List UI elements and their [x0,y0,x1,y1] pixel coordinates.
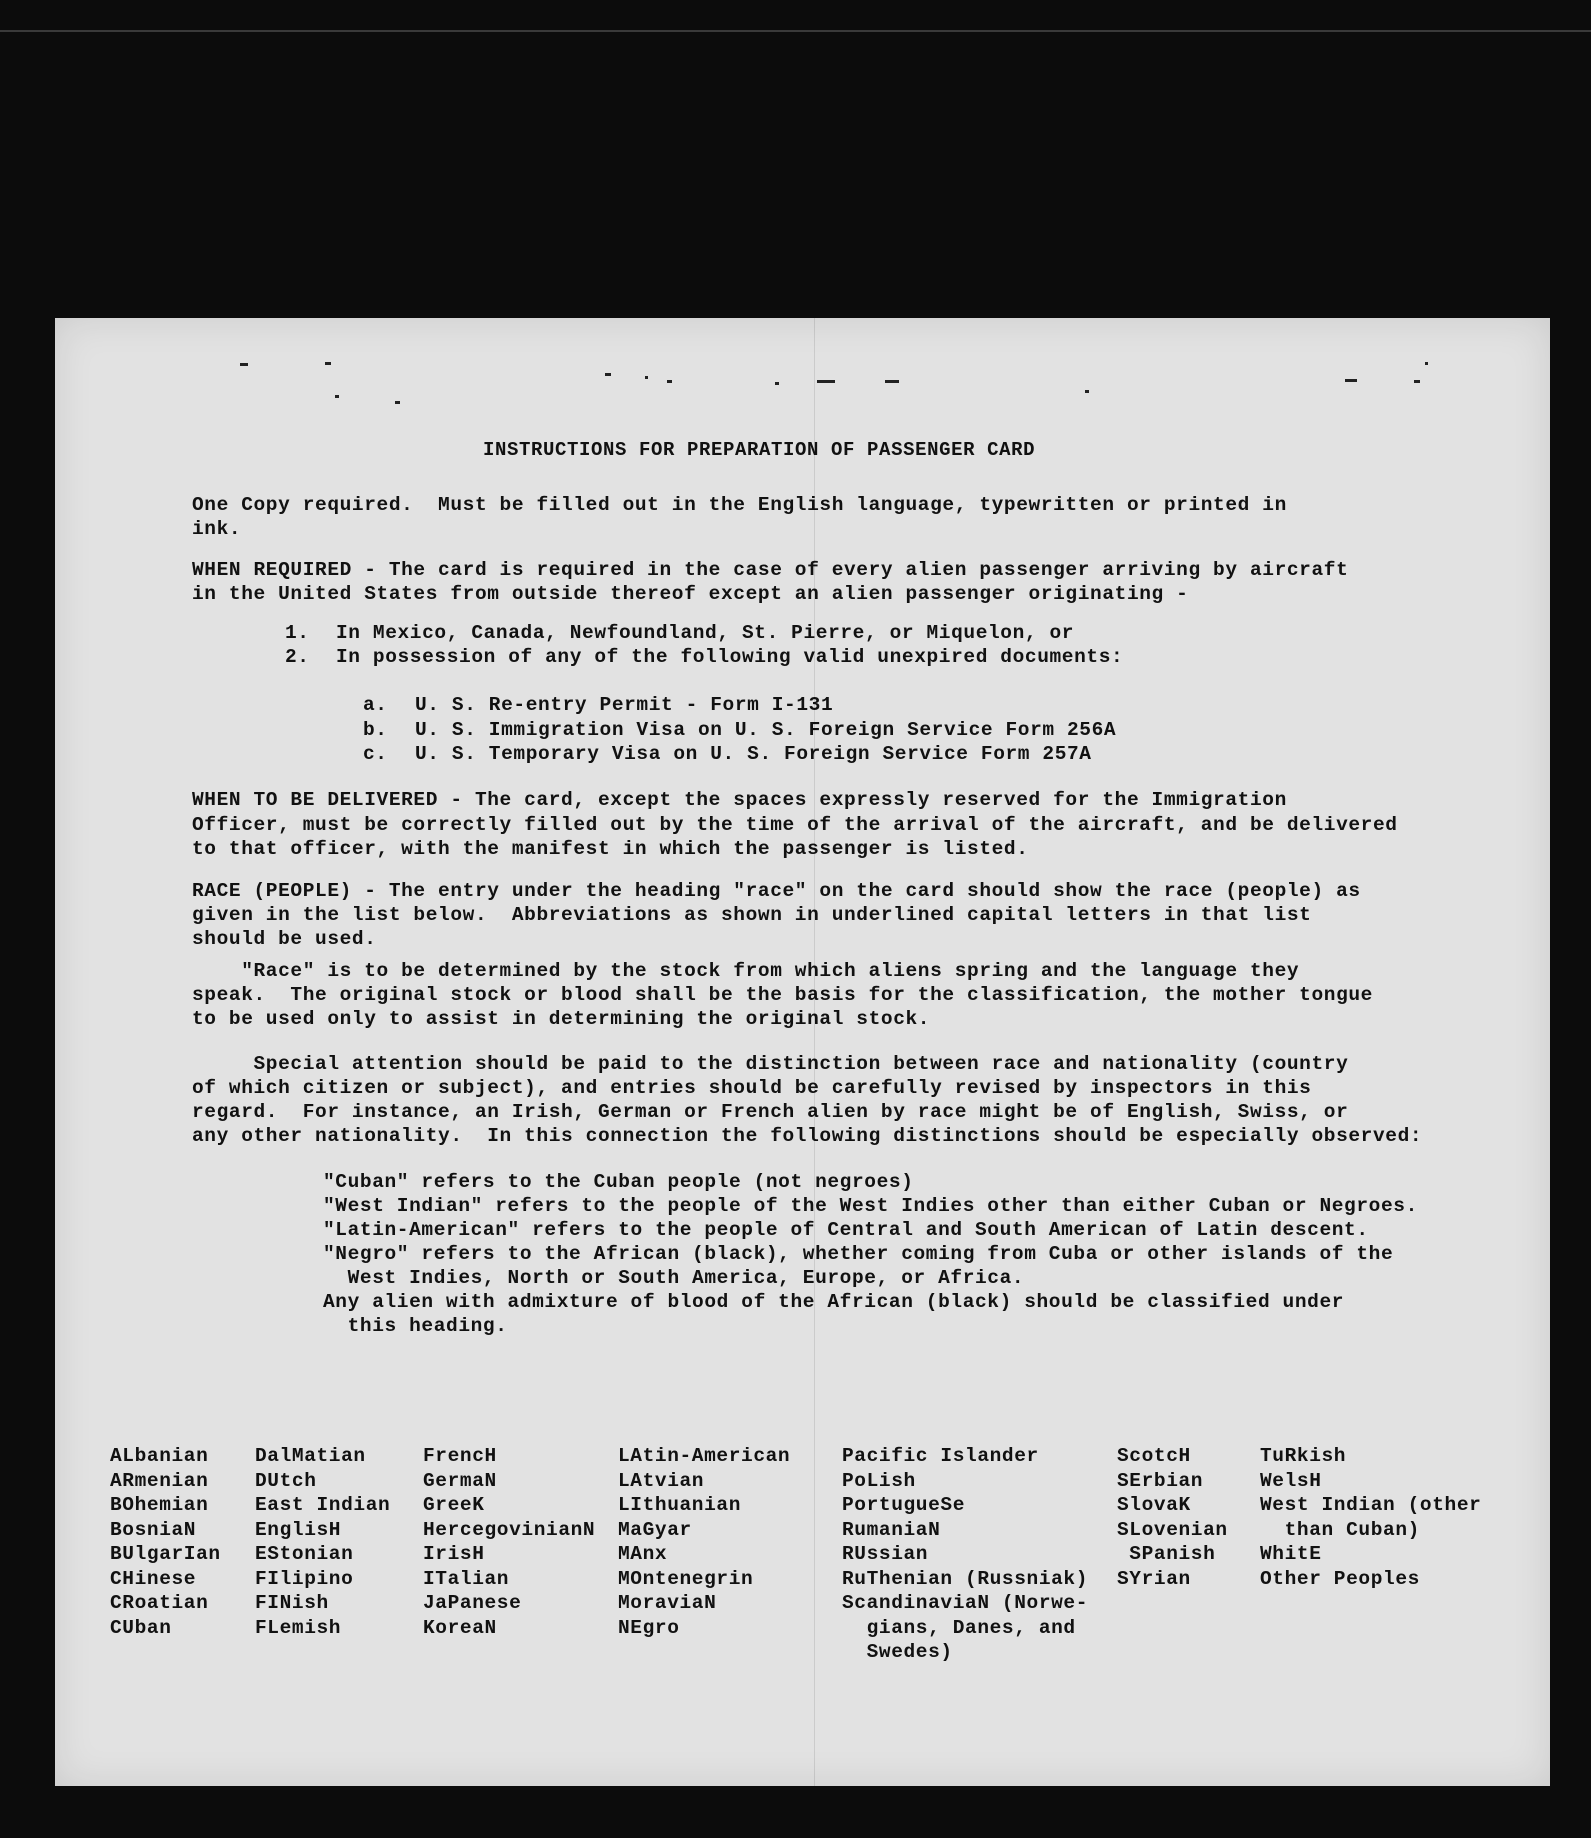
race-entry: SlovaK [1117,1494,1191,1516]
race-entry: SPanish [1117,1543,1216,1565]
race-entry: ALbanian [110,1445,209,1467]
distinction-line: Any alien with admixture of blood of the African (black) should be classified under [323,1291,1345,1313]
special-attention-line: Special attention should be paid to the distinction between race and nationality (country [192,1053,1349,1075]
race-definition-line: to be used only to assist in determining the original stock. [192,1008,931,1030]
race-entry: FIlipino [255,1567,354,1590]
document-letter: a. [363,694,388,716]
race-entry: FINish [255,1592,329,1614]
race-column [423,1444,595,1640]
condition-number: 1. [285,622,310,644]
race-entry: EStonian [255,1543,354,1565]
race-entry: PoLish [842,1469,916,1492]
condition-number: 2. [285,646,310,668]
race-entry: FLemish [255,1616,342,1639]
race-column [618,1444,790,1640]
distinction-line: "Cuban" refers to the Cuban people (not negroes) [323,1171,914,1193]
special-attention-line: regard. For instance, an Irish, German or French alien by race might be of English, Swiss, or [192,1101,1349,1123]
distinction-line: "Latin-American" refers to the people of Central and South American of Latin descent. [323,1219,1369,1241]
race-entry: LAtvian [618,1469,705,1492]
race-entry: BosniaN [110,1518,197,1541]
document-sheet [55,318,1550,1786]
race-entry: RumaniaN [842,1518,941,1541]
race-entry: MoraviaN [618,1592,717,1614]
race-entry: RUssian [842,1543,929,1565]
race-entry: PortugueSe [842,1494,966,1516]
race-column [255,1444,390,1640]
race-entry: LIthuanian [618,1494,742,1516]
distinction-line: "Negro" refers to the African (black), whether coming from Cuba or other islands of the [323,1243,1394,1265]
race-entry: HercegovinianN [423,1518,596,1541]
race-definition-line: "Race" is to be determined by the stock from which aliens spring and the language they [192,960,1300,982]
race-entry: KoreaN [423,1616,497,1639]
race-entry: Swedes) [842,1641,953,1663]
race-entry: East Indian [255,1494,391,1516]
distinction-line: "West Indian" refers to the people of the West Indies other than either Cuban or Negroes. [323,1195,1418,1217]
race-entry: Pacific Islander [842,1445,1039,1467]
when-required-line: WHEN REQUIRED - The card is required in the case of every alien passenger arriving by aircraft [192,559,1349,581]
race-entry: BUlgarIan [110,1543,221,1565]
race-entry: FrencH [423,1445,497,1467]
race-column [842,1444,1088,1665]
race-entry: BOhemian [110,1494,209,1516]
race-entry: IrisH [423,1543,485,1565]
race-entry: ITalian [423,1567,510,1590]
race-entry: gians, Danes, and [842,1616,1076,1639]
intro-line: One Copy required. Must be filled out in the English language, typewritten or printed in [192,494,1287,516]
race-entry: MOntenegrin [618,1567,754,1590]
document-text: U. S. Temporary Visa on U. S. Foreign Service Form 257A [415,743,1092,765]
film-edge-line [0,30,1591,32]
when-required-line: in the United States from outside thereof except an alien passenger originating - [192,583,1189,605]
race-entry: GreeK [423,1494,485,1516]
page-fold-line [814,318,815,1786]
special-attention-line: any other nationality. In this connection the following distinctions should be especially observed: [192,1125,1423,1147]
race-entry: SLovenian [1117,1518,1228,1541]
race-column [1260,1444,1481,1591]
race-entry: than Cuban) [1260,1518,1420,1541]
when-delivered-line: WHEN TO BE DELIVERED - The card, except the spaces expressly reserved for the Immigration [192,789,1287,811]
race-entry: CUban [110,1616,172,1639]
document-text: U. S. Re-entry Permit - Form I-131 [415,694,834,716]
race-entry: ScotcH [1117,1445,1191,1467]
race-line: RACE (PEOPLE) - The entry under the heading "race" on the card should show the race (people) as [192,880,1361,902]
race-entry: EnglisH [255,1518,342,1541]
race-entry: DalMatian [255,1445,366,1467]
distinction-line: West Indies, North or South America, Europe, or Africa. [323,1267,1025,1289]
special-attention-line: of which citizen or subject), and entries should be carefully revised by inspectors in this [192,1077,1312,1099]
race-entry: MAnx [618,1543,668,1565]
race-entry: WhitE [1260,1543,1322,1565]
race-entry: LAtin-American [618,1445,791,1467]
race-entry: RuThenian (Russniak) [842,1567,1089,1590]
condition-text: In Mexico, Canada, Newfoundland, St. Pierre, or Miquelon, or [336,622,1075,644]
race-entry: SErbian [1117,1469,1204,1492]
condition-text: In possession of any of the following valid unexpired documents: [336,646,1124,668]
race-line: given in the list below. Abbreviations as shown in underlined capital letters in that list [192,904,1312,926]
race-entry: WelsH [1260,1469,1322,1492]
race-entry: JaPanese [423,1592,522,1614]
race-entry: GermaN [423,1469,497,1492]
race-column [1117,1444,1228,1591]
race-entry: NEgro [618,1616,680,1639]
race-definition-line: speak. The original stock or blood shall be the basis for the classification, the mother tongue [192,984,1373,1006]
race-entry: SYrian [1117,1567,1191,1590]
race-entry: MaGyar [618,1518,692,1541]
race-entry: Other Peoples [1260,1567,1420,1590]
race-entry: CRoatian [110,1592,209,1614]
document-title: INSTRUCTIONS FOR PREPARATION OF PASSENGER CARD [483,439,1036,461]
when-delivered-line: to that officer, with the manifest in which the passenger is listed. [192,838,1029,860]
when-delivered-line: Officer, must be correctly filled out by the time of the arrival of the aircraft, and be delivered [192,814,1398,836]
race-entry: CHinese [110,1567,197,1590]
race-entry: ScandinaviaN (Norwe- [842,1592,1089,1614]
race-column [110,1444,221,1640]
race-line: should be used. [192,928,377,950]
race-entry: ARmenian [110,1469,209,1492]
race-entry: DUtch [255,1469,317,1492]
scan-specks [55,318,1550,438]
document-letter: c. [363,743,388,765]
document-letter: b. [363,719,388,741]
document-text: U. S. Immigration Visa on U. S. Foreign Service Form 256A [415,719,1117,741]
intro-line: ink. [192,518,242,540]
distinction-line: this heading. [323,1315,508,1337]
race-entry: West Indian (other [1260,1494,1482,1516]
race-entry: TuRkish [1260,1445,1347,1467]
